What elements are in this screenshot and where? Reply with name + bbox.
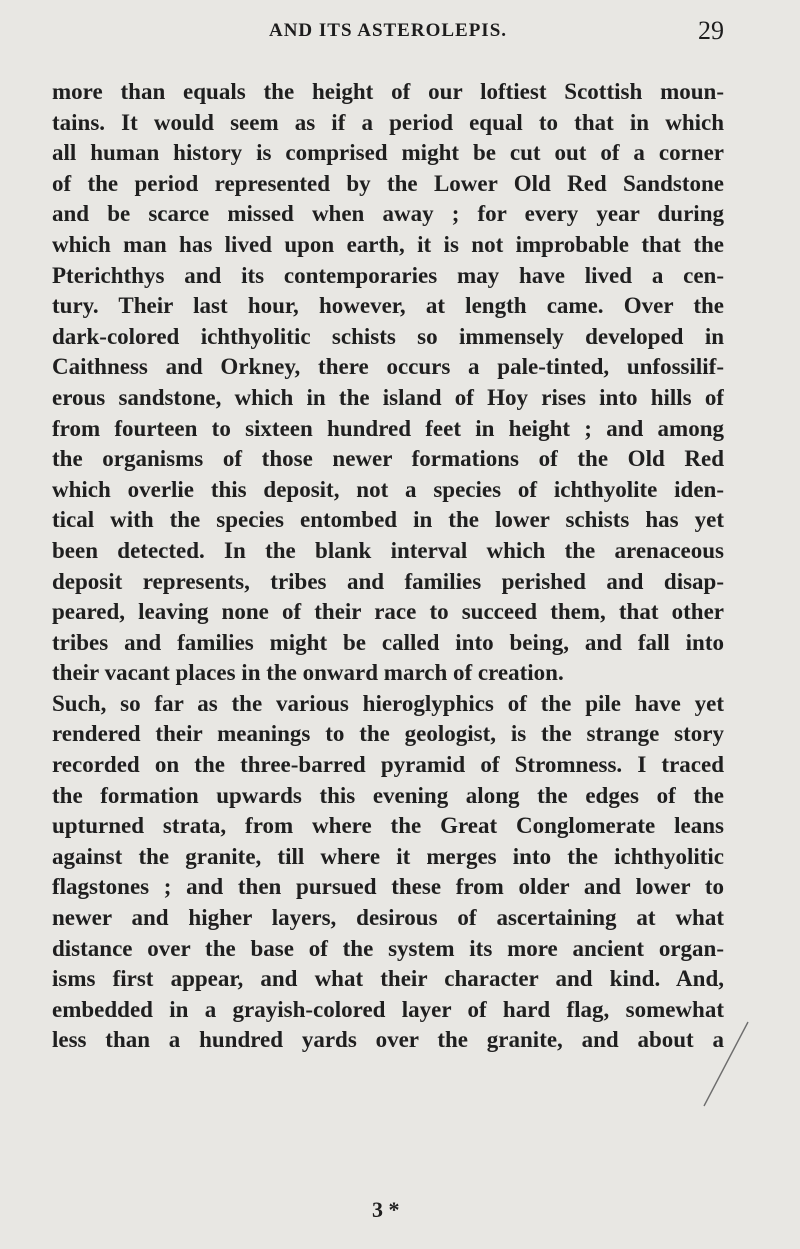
text-line: against the granite, till where it merges into the ichthyolitic — [52, 843, 724, 869]
text-line: distance over the base of the system its more ancient organ- — [52, 935, 724, 961]
text-line: of the period represented by the Lower Old Red Sandstone — [52, 170, 724, 196]
text-line: all human history is comprised might be cut out of a corner — [52, 140, 724, 166]
text-line: peared, leaving none of their race to succeed them, that other — [52, 599, 724, 625]
text-line: Caithness and Orkney, there occurs a pale-tinted, unfossilif- — [52, 354, 724, 380]
text-line: which overlie this deposit, not a species of ichthyolite iden- — [52, 476, 724, 502]
running-title: AND ITS ASTEROLEPIS. — [268, 20, 508, 41]
text-line: been detected. In the blank interval which the arenaceous — [52, 537, 724, 563]
text-line: and be scarce missed when away ; for every year during — [52, 201, 724, 227]
text-line: tical with the species entombed in the lower schists has yet — [52, 507, 724, 533]
text-line: which man has lived upon earth, it is not improbable that the — [52, 231, 724, 257]
text-line: Such, so far as the various hieroglyphics of the pile have yet — [52, 690, 724, 716]
text-line: Pterichthys and its contemporaries may have lived a cen- — [52, 262, 724, 288]
text-line: less than a hundred yards over the granite, and about a — [52, 1027, 724, 1053]
text-line: the formation upwards this evening along the edges of the — [52, 782, 724, 808]
text-line: dark-colored ichthyolitic schists so immensely developed in — [52, 323, 724, 349]
signature-mark: 3 * — [372, 1197, 400, 1222]
text-line: deposit represents, tribes and families perished and disap- — [52, 568, 724, 594]
text-line: erous sandstone, which in the island of Hoy rises into hills of — [52, 384, 724, 410]
body-text — [52, 77, 724, 1056]
pencil-mark — [700, 1020, 750, 1110]
text-line: tains. It would seem as if a period equal to that in which — [52, 109, 724, 135]
text-line: flagstones ; and then pursued these from older and lower to — [52, 874, 724, 900]
text-line: upturned strata, from where the Great Conglomerate leans — [52, 813, 724, 839]
text-line: embedded in a grayish-colored layer of hard flag, somewhat — [52, 996, 724, 1022]
text-line: isms first appear, and what their character and kind. And, — [52, 966, 724, 992]
running-head — [52, 16, 724, 50]
text-line: newer and higher layers, desirous of ascertaining at what — [52, 905, 724, 931]
text-line: their vacant places in the onward march of creation. — [52, 660, 564, 686]
text-line: from fourteen to sixteen hundred feet in height ; and among — [52, 415, 724, 441]
text-line: tury. Their last hour, however, at length came. Over the — [52, 293, 724, 319]
text-line: more than equals the height of our loftiest Scottish moun- — [52, 79, 724, 104]
page-number: 29 — [698, 16, 724, 45]
text-line: the organisms of those newer formations of the Old Red — [52, 446, 724, 472]
text-line: recorded on the three-barred pyramid of Stromness. I traced — [52, 752, 724, 778]
text-line: rendered their meanings to the geologist, is the strange story — [52, 721, 724, 747]
text-line: tribes and families might be called into being, and fall into — [52, 629, 724, 655]
